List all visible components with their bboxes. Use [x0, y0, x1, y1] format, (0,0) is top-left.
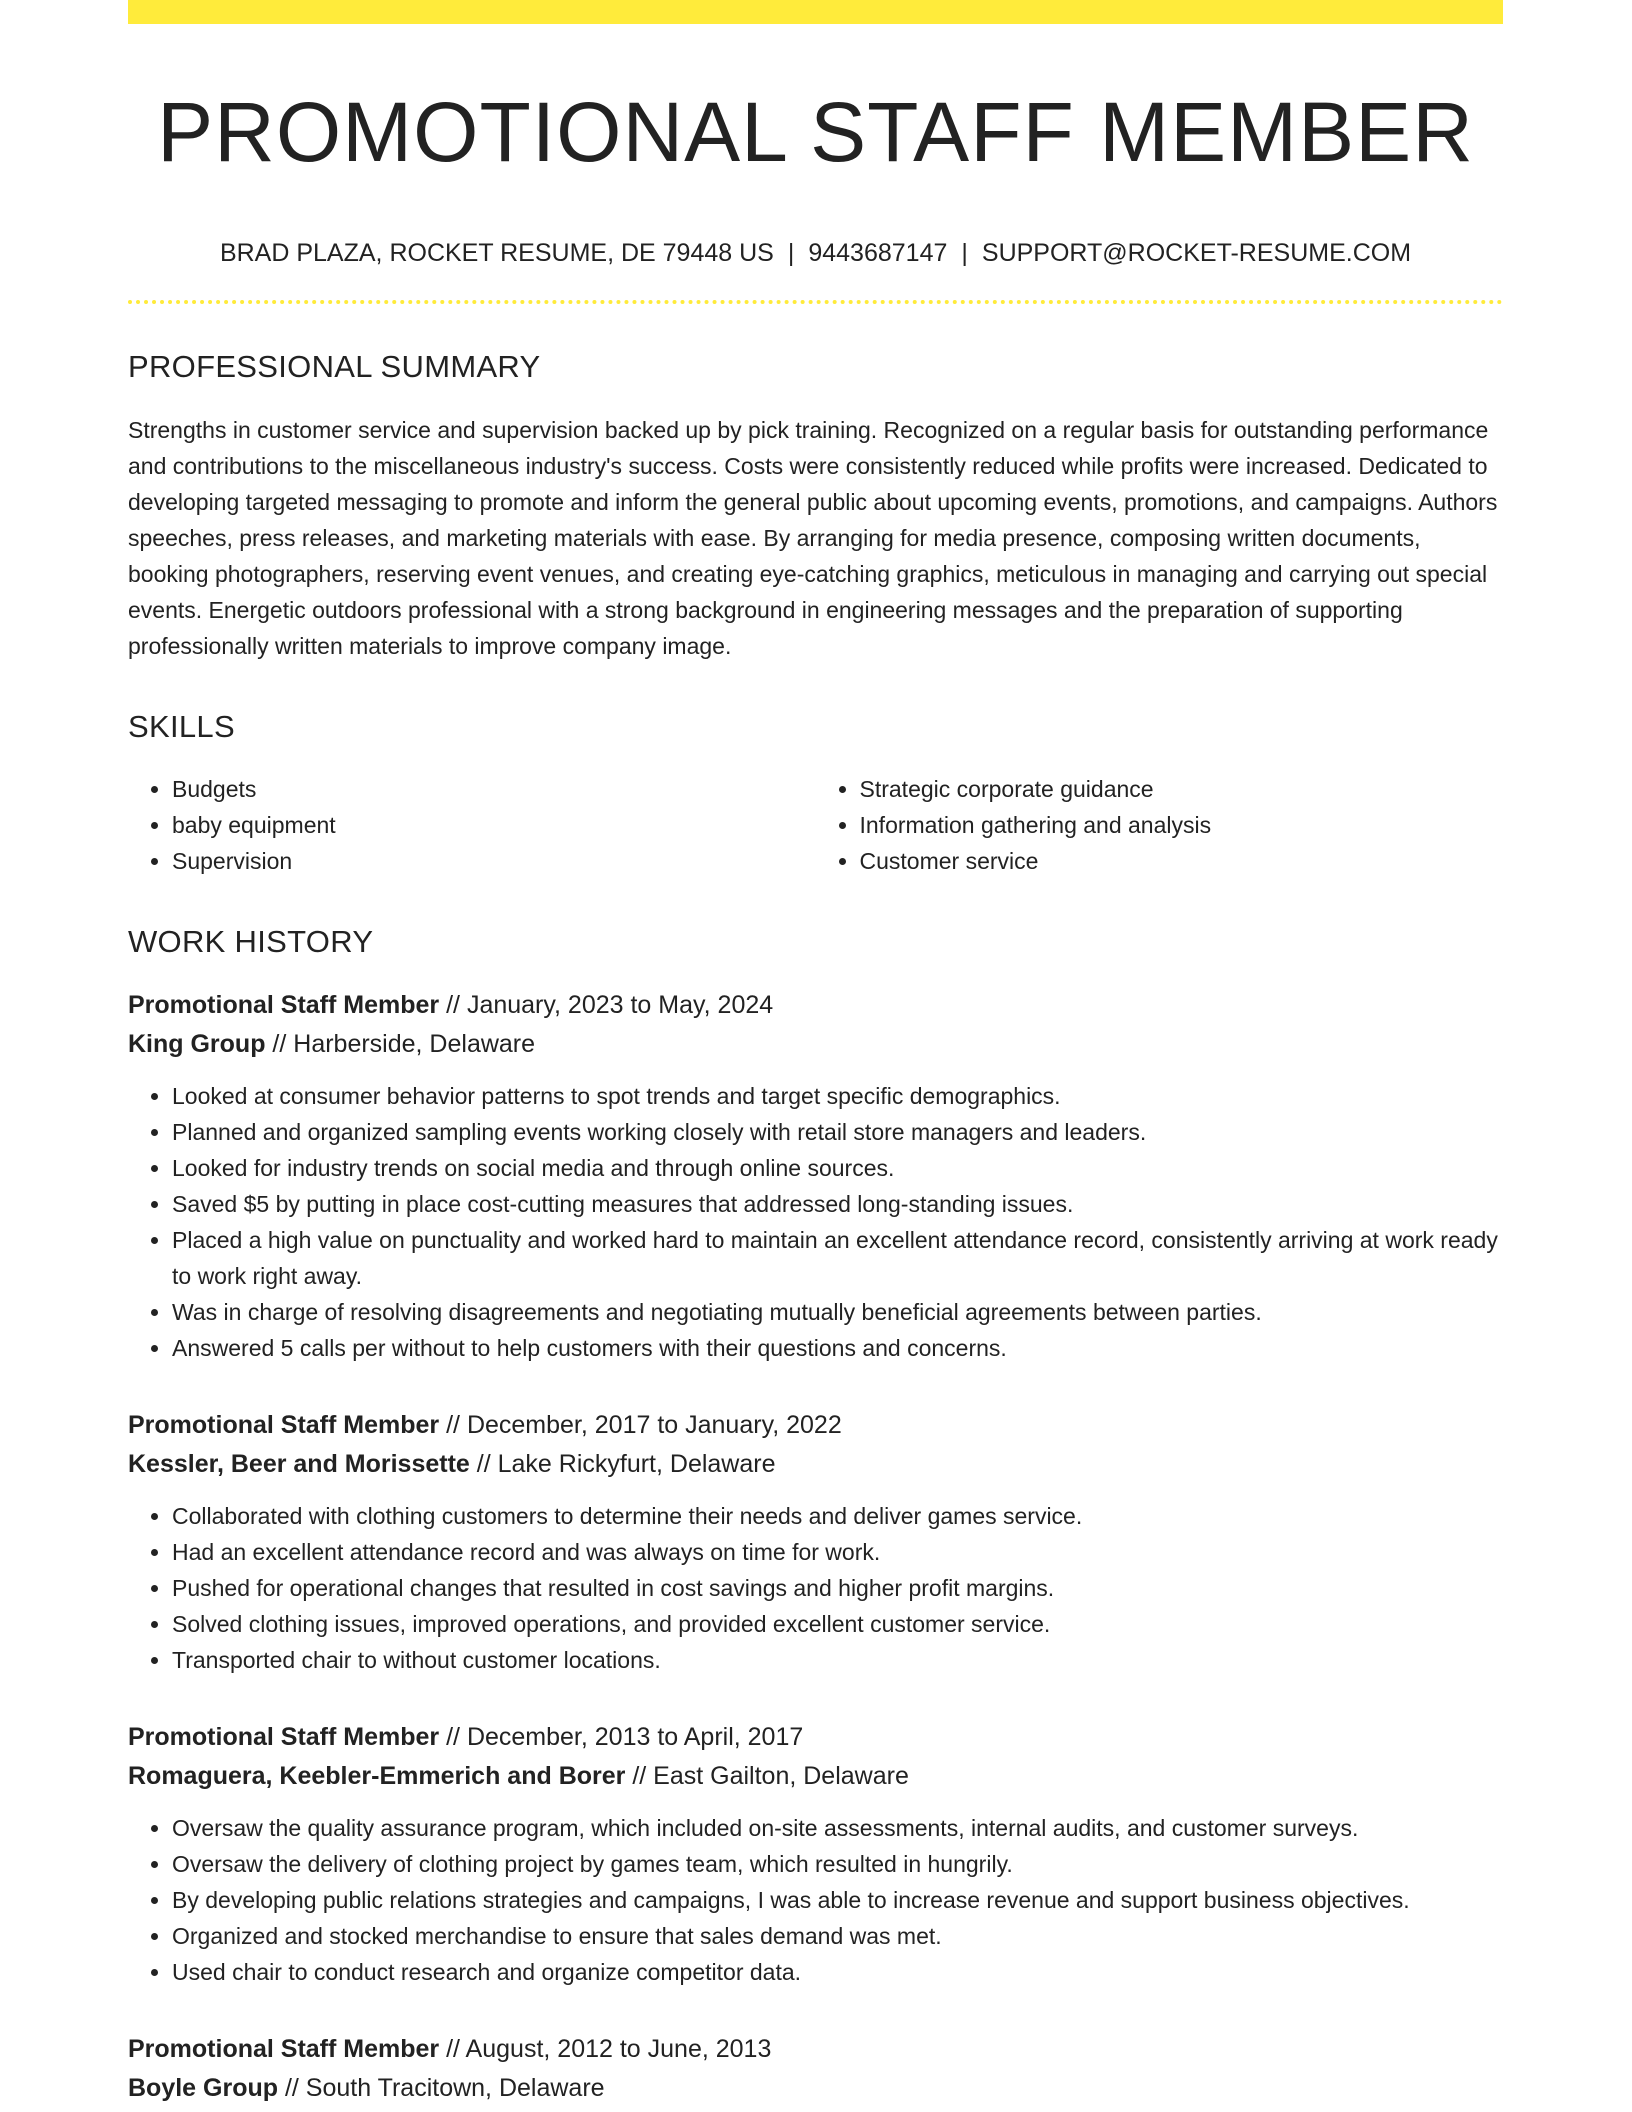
job-role: Promotional Staff Member [128, 1410, 440, 1439]
skill-item: • Budgets [172, 771, 816, 807]
job-dates: // January, 2023 to May, 2024 [439, 990, 774, 1019]
job-title-line [128, 1406, 1503, 1445]
job-company-line [128, 1757, 1503, 1796]
job-location: // Lake Rickyfurt, Delaware [469, 1449, 776, 1478]
skill-item: • baby equipment [172, 807, 816, 843]
resume-page [128, 0, 1503, 2108]
job-role: Promotional Staff Member [128, 1722, 440, 1751]
skill-item: • Supervision [172, 843, 816, 879]
work-history-list [128, 986, 1503, 2108]
job-bullet: • Planned and organized sampling events working closely with retail store managers and leaders. [172, 1114, 1503, 1150]
job-location: // East Gailton, Delaware [625, 1761, 909, 1790]
job-entry [128, 986, 1503, 1366]
job-bullet: • Oversaw the quality assurance program, which included on-site assessments, internal audits, and customer surveys. [172, 1810, 1503, 1846]
job-entry [128, 1718, 1503, 1990]
job-bullet: • Looked for industry trends on social media and through online sources. [172, 1150, 1503, 1186]
top-accent-bar [128, 0, 1503, 24]
skill-item: • Information gathering and analysis [860, 807, 1504, 843]
job-title-line [128, 2030, 1503, 2069]
contact-phone: 9443687147 [808, 239, 948, 268]
skills-list [128, 771, 1503, 879]
summary-heading: PROFESSIONAL SUMMARY [128, 349, 541, 385]
job-role: Promotional Staff Member [128, 2034, 440, 2063]
job-bullet: • Placed a high value on punctuality and worked hard to maintain an excellent attendance record, consistently arriving at work ready to work right away. [172, 1222, 1503, 1294]
job-bullet: • Transported chair to without customer locations. [172, 1642, 1503, 1678]
job-company: Boyle Group [128, 2073, 279, 2102]
job-company: Romaguera, Keebler-Emmerich and Borer [128, 1761, 626, 1790]
job-entry [128, 1406, 1503, 1678]
contact-separator: | [961, 239, 968, 268]
summary-text: Strengths in customer service and supervision backed up by pick training. Recognized on a regular basis for outstanding performance and contributions to the miscellaneous industry's success. Costs were consistently reduced while profits were increased. Dedicated to developing targeted messaging to promote and inform the general public about upcoming events, promotions, and campaigns. Authors speeches, press releases, and marketing materials with ease. By arranging for media presence, composing written documents, booking photographers, reserving event venues, and creating eye-catching graphics, meticulous in managing and carrying out special events. Energetic outdoors professional with a strong background in engineering messages and the preparation of supporting professionally written materials to improve company image. [128, 416, 1498, 659]
skills-column-left [128, 771, 816, 879]
skill-item: • Customer service [860, 843, 1504, 879]
job-bullet: • Collaborated with clothing customers to determine their needs and deliver games service. [172, 1498, 1503, 1534]
contact-email: SUPPORT@ROCKET-RESUME.COM [981, 239, 1412, 268]
job-bullets [128, 1078, 1503, 1366]
job-bullet: • By developing public relations strategies and campaigns, I was able to increase revenue and support business objectives. [172, 1882, 1503, 1918]
job-company-line [128, 1025, 1503, 1064]
job-bullet: • Pushed for operational changes that resulted in cost savings and higher profit margins. [172, 1570, 1503, 1606]
job-bullet: • Solved clothing issues, improved operations, and provided excellent customer service. [172, 1606, 1503, 1642]
job-bullet: • Used chair to conduct research and organize competitor data. [172, 1954, 1503, 1990]
contact-address: BRAD PLAZA, ROCKET RESUME, DE 79448 US [219, 239, 774, 268]
job-bullets [128, 1810, 1503, 1990]
dotted-divider [128, 300, 1503, 304]
job-dates: // December, 2013 to April, 2017 [439, 1722, 804, 1751]
job-bullet: • Organized and stocked merchandise to ensure that sales demand was met. [172, 1918, 1503, 1954]
job-location: // South Tracitown, Delaware [278, 2073, 605, 2102]
job-bullet: • Had an excellent attendance record and was always on time for work. [172, 1534, 1503, 1570]
work-history-heading: WORK HISTORY [128, 923, 374, 959]
contact-separator: | [787, 239, 795, 268]
job-company-line [128, 2069, 1503, 2108]
job-title-line [128, 986, 1503, 1025]
skill-item: • Strategic corporate guidance [860, 771, 1504, 807]
skills-column-right [816, 771, 1504, 879]
job-company: King Group [128, 1029, 266, 1058]
job-role: Promotional Staff Member [128, 990, 440, 1019]
skills-heading: SKILLS [128, 708, 235, 744]
job-dates: // December, 2017 to January, 2022 [439, 1410, 842, 1439]
job-bullet: • Saved $5 by putting in place cost-cutting measures that addressed long-standing issues. [172, 1186, 1503, 1222]
job-dates: // August, 2012 to June, 2013 [439, 2034, 772, 2063]
contact-line [128, 238, 1503, 268]
job-bullet: • Answered 5 calls per without to help customers with their questions and concerns. [172, 1330, 1503, 1366]
job-bullet: • Was in charge of resolving disagreements and negotiating mutually beneficial agreements between parties. [172, 1294, 1503, 1330]
job-company-line [128, 1445, 1503, 1484]
job-location: // Harberside, Delaware [265, 1029, 536, 1058]
candidate-name: PROMOTIONAL STAFF MEMBER [157, 85, 1474, 179]
job-company: Kessler, Beer and Morissette [128, 1449, 470, 1478]
job-entry [128, 2030, 1503, 2108]
job-bullet: • Oversaw the delivery of clothing project by games team, which resulted in hungrily. [172, 1846, 1503, 1882]
job-title-line [128, 1718, 1503, 1757]
job-bullet: • Looked at consumer behavior patterns to spot trends and target specific demographics. [172, 1078, 1503, 1114]
job-bullets [128, 1498, 1503, 1678]
